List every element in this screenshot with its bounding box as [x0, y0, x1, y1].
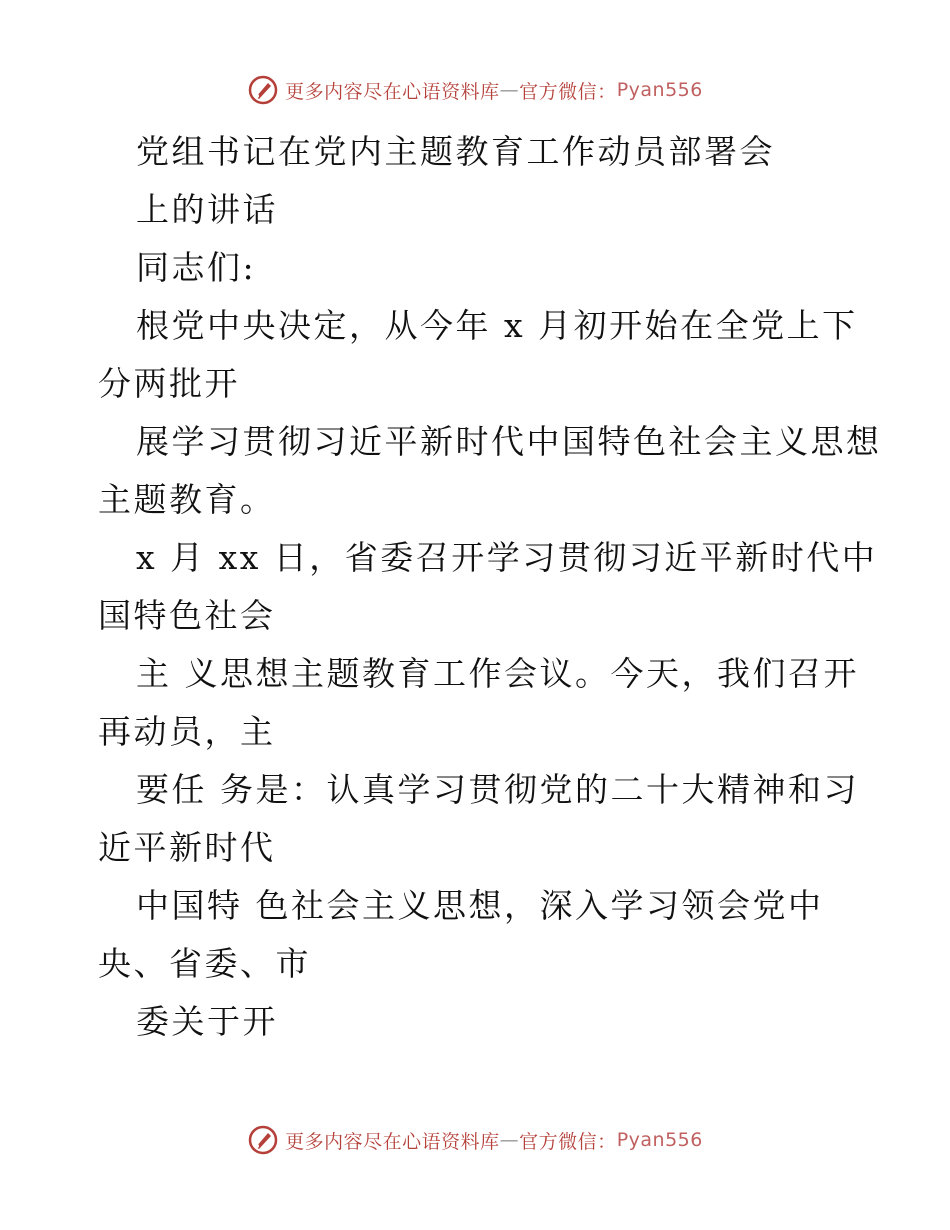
paragraph-line: 近平新时代 [98, 828, 276, 867]
paragraph-line: 主题教育。 [98, 480, 276, 519]
footer-watermark [0, 1120, 950, 1160]
pen-nib-circle-logo-icon [247, 1124, 279, 1156]
paragraph-line: 根党中央决定，从今年 x 月初开始在全党上下 [136, 306, 858, 345]
paragraph-line: 央、省委、市 [98, 944, 311, 983]
watermark-account: Pyan556 [616, 1129, 703, 1151]
header-watermark [0, 70, 950, 110]
watermark-separator: — [499, 79, 520, 101]
document-title-line-1: 党组书记在党内主题教育工作动员部署会 [136, 132, 775, 171]
document-body [98, 123, 882, 1051]
watermark-brand-text: 更多内容尽在心语资料库 [285, 1130, 500, 1153]
paragraph-line: 国特色社会 [98, 596, 276, 635]
salutation: 同志们: [136, 248, 257, 287]
watermark-separator: — [499, 1129, 520, 1151]
paragraph-line: 要任 务是：认真学习贯彻党的二十大精神和习 [136, 770, 859, 809]
paragraph-line: x 月 xx 日，省委召开学习贯彻习近平新时代中 [136, 538, 878, 577]
pen-nib-circle-logo-icon [247, 74, 279, 106]
watermark-account: Pyan556 [616, 79, 703, 101]
watermark-official-label: 官方微信： [519, 80, 617, 103]
paragraph-line: 中国特 色社会主义思想，深入学习领会党中 [136, 886, 824, 925]
paragraph-line: 委关于开 [136, 1002, 278, 1041]
paragraph-line: 主 义思想主题教育工作会议。今天，我们召开 [136, 654, 859, 693]
paragraph-line: 分两批开 [98, 364, 240, 403]
watermark-brand-text: 更多内容尽在心语资料库 [285, 80, 500, 103]
paragraph-line: 展学习贯彻习近平新时代中国特色社会主义思想 [136, 422, 882, 461]
document-title-line-2: 上的讲话 [136, 190, 278, 229]
paragraph-line: 再动员，主 [98, 712, 276, 751]
watermark-official-label: 官方微信： [519, 1130, 617, 1153]
